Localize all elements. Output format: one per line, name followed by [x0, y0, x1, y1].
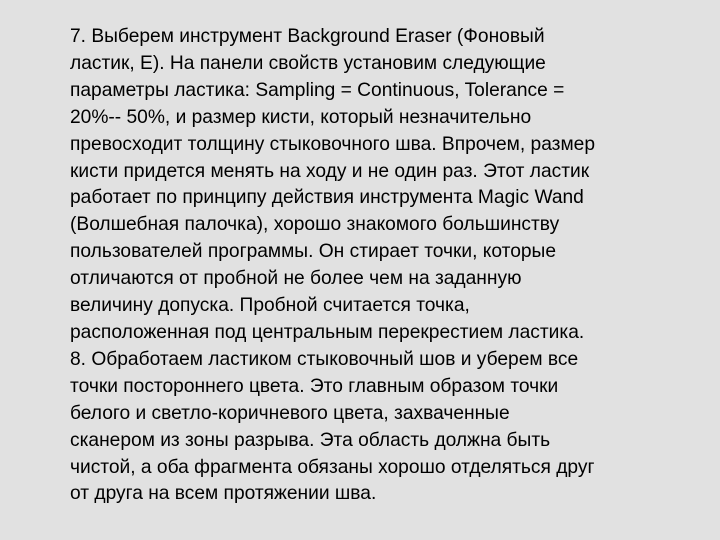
- text-line: ластик, E). На панели свойств установим следующие: [70, 52, 546, 74]
- text-line: чистой, а оба фрагмента обязаны хорошо отделяться друг: [70, 456, 595, 478]
- text-line: расположенная под центральным перекрестием ластика.: [70, 321, 585, 343]
- text-line: (Волшебная палочка), хорошо знакомого большинству: [70, 214, 560, 236]
- text-line: работает по принципу действия инструмента Magic Wand: [70, 187, 584, 209]
- text-line: белого и светло-коричневого цвета, захваченные: [70, 402, 510, 424]
- text-line: 20%-- 50%, и размер кисти, который незначительно: [70, 106, 532, 128]
- text-line: точки постороннего цвета. Это главным образом точки: [70, 375, 559, 397]
- text-line: превосходит толщину стыковочного шва. Впрочем, размер: [70, 133, 595, 155]
- text-line: параметры ластика: Sampling = Continuous, Tolerance =: [70, 79, 565, 101]
- text-line: от друга на всем протяжении шва.: [70, 483, 377, 505]
- slide-body-text: [70, 24, 710, 508]
- text-line: отличаются от пробной не более чем на заданную: [70, 268, 522, 290]
- text-line: величину допуска. Пробной считается точка,: [70, 295, 470, 317]
- text-line: кисти придется менять на ходу и не один раз. Этот ластик: [70, 160, 590, 182]
- text-line: 8. Обработаем ластиком стыковочный шов и уберем все: [70, 348, 579, 370]
- text-line: сканером из зоны разрыва. Эта область должна быть: [70, 429, 551, 451]
- text-line: 7. Выберем инструмент Background Eraser (Фоновый: [70, 26, 545, 47]
- text-line: пользователей программы. Он стирает точки, которые: [70, 241, 557, 263]
